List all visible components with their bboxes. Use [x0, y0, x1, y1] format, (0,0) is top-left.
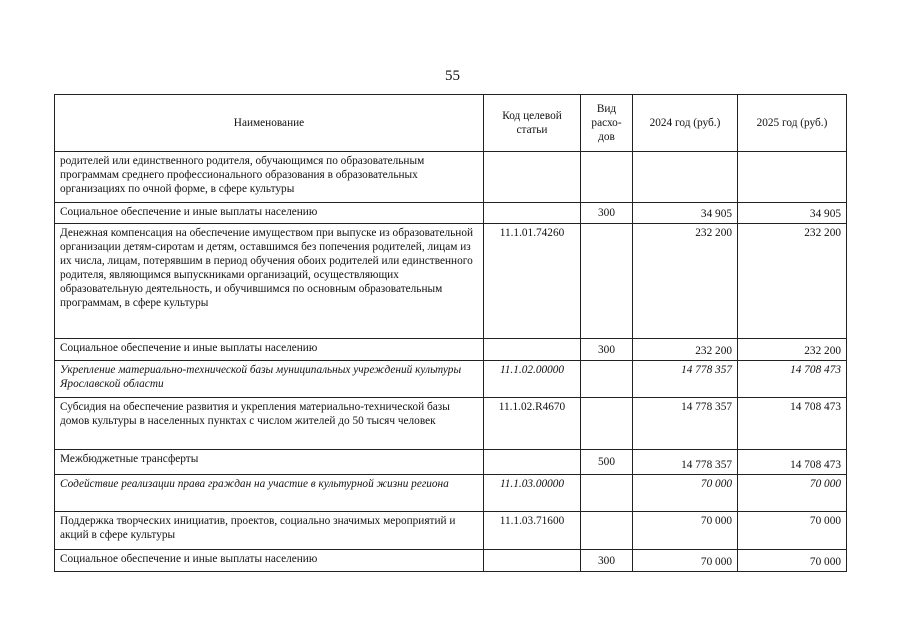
row-2024: 232 200: [633, 339, 738, 361]
row-name: Поддержка творческих инициатив, проектов, социально значимых мероприятий и акций в сфере культуры: [55, 512, 484, 550]
row-2024: 34 905: [633, 203, 738, 224]
row-code: [484, 203, 581, 224]
table-row: [55, 398, 847, 450]
row-2025: 34 905: [738, 203, 847, 224]
row-type: [581, 475, 633, 512]
row-name: Субсидия на обеспечение развития и укрепления материально-технической базы домов культуры в населенных пунктах с числом жителей до 50 тысяч человек: [55, 398, 484, 450]
row-name: родителей или единственного родителя, обучающимся по образовательным программам среднего профессионального образования в образовательных организациях по очной форме, в сфере культуры: [55, 152, 484, 203]
table-row: [55, 450, 847, 475]
header-expense-type: Вид расхо-дов: [581, 95, 633, 152]
row-type: 300: [581, 550, 633, 572]
row-2025: 70 000: [738, 475, 847, 512]
row-type: 500: [581, 450, 633, 475]
row-2025: 14 708 473: [738, 450, 847, 475]
table-row: [55, 550, 847, 572]
table-header-row: [55, 95, 847, 152]
row-name: Межбюджетные трансферты: [55, 450, 484, 475]
row-code: [484, 339, 581, 361]
row-type: 300: [581, 203, 633, 224]
row-2025: 70 000: [738, 550, 847, 572]
row-code: 11.1.03.00000: [484, 475, 581, 512]
row-2024: 70 000: [633, 512, 738, 550]
header-year-2025: 2025 год (руб.): [738, 95, 847, 152]
row-name: Социальное обеспечение и иные выплаты населению: [55, 550, 484, 572]
row-code: 11.1.02.00000: [484, 361, 581, 398]
budget-table: [54, 94, 847, 572]
table-row: [55, 224, 847, 339]
row-2025: 232 200: [738, 339, 847, 361]
row-2024: 232 200: [633, 224, 738, 339]
row-2024: 70 000: [633, 475, 738, 512]
row-2024: 70 000: [633, 550, 738, 572]
row-type: 300: [581, 339, 633, 361]
row-name: Социальное обеспечение и иные выплаты населению: [55, 339, 484, 361]
row-code: [484, 550, 581, 572]
row-2024: [633, 152, 738, 203]
row-type: [581, 512, 633, 550]
header-name: Наименование: [55, 95, 484, 152]
header-code: Код целевой статьи: [484, 95, 581, 152]
row-code: 11.1.02.R4670: [484, 398, 581, 450]
table-row: [55, 152, 847, 203]
row-code: 11.1.03.71600: [484, 512, 581, 550]
row-2024: 14 778 357: [633, 361, 738, 398]
row-2024: 14 778 357: [633, 450, 738, 475]
row-type: [581, 152, 633, 203]
table-row: [55, 203, 847, 224]
table-row: [55, 361, 847, 398]
row-name: Укрепление материально-технической базы муниципальных учреждений культуры Ярославской области: [55, 361, 484, 398]
row-2025: 14 708 473: [738, 398, 847, 450]
table-row: [55, 512, 847, 550]
row-2025: 14 708 473: [738, 361, 847, 398]
row-type: [581, 361, 633, 398]
row-name: Денежная компенсация на обеспечение имуществом при выпуске из образовательной организации детям-сиротам и детям, оставшимся без попечения родителей, лицам из их числа, лицам, потерявшим в период обучения обоих родителей или единственного родителя, являющимся выпускниками организаций, осуществляющих образовательную деятельность, и обучившимся по основным образовательным программам, в сфере культуры: [55, 224, 484, 339]
row-name: Содействие реализации права граждан на участие в культурной жизни региона: [55, 475, 484, 512]
row-type: [581, 398, 633, 450]
table-row: [55, 339, 847, 361]
row-2025: [738, 152, 847, 203]
page-number: 55: [445, 68, 460, 84]
row-name: Социальное обеспечение и иные выплаты населению: [55, 203, 484, 224]
row-2024: 14 778 357: [633, 398, 738, 450]
row-code: [484, 152, 581, 203]
table-row: [55, 475, 847, 512]
row-2025: 232 200: [738, 224, 847, 339]
header-year-2024: 2024 год (руб.): [633, 95, 738, 152]
row-code: [484, 450, 581, 475]
row-2025: 70 000: [738, 512, 847, 550]
row-code: 11.1.01.74260: [484, 224, 581, 339]
row-type: [581, 224, 633, 339]
